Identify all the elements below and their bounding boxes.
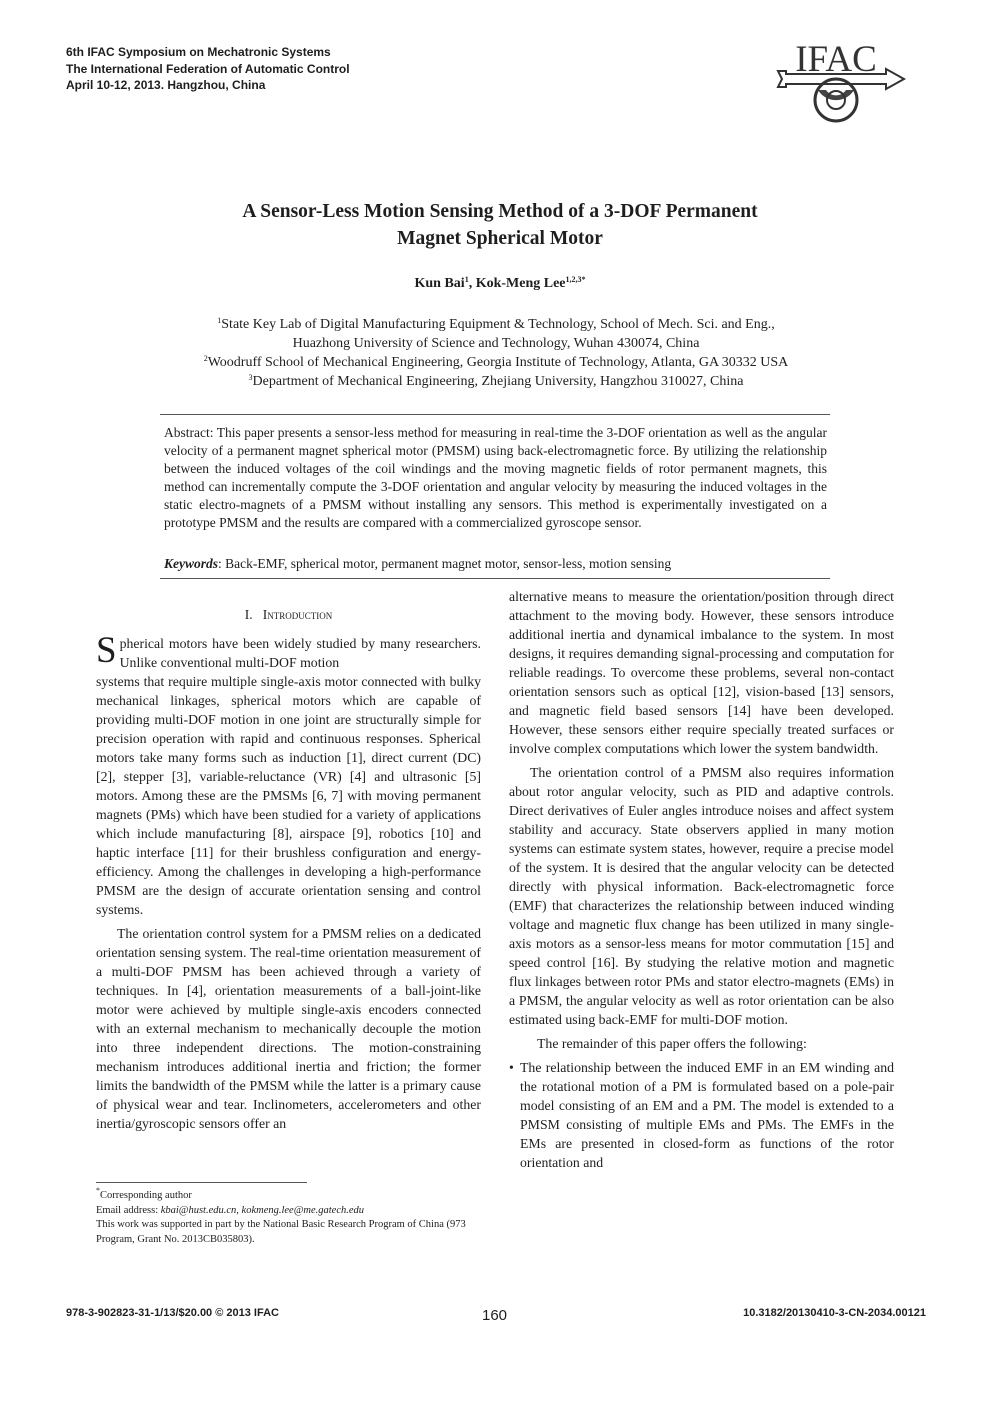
paragraph: The remainder of this paper offers the following: xyxy=(537,1036,807,1051)
section-heading: I. Introduction xyxy=(244,607,333,622)
right-column xyxy=(509,587,894,1172)
author-affil-mark: 1,2,3* xyxy=(565,275,586,284)
conference-name: 6th IFAC Symposium on Mechatronic Systems xyxy=(66,45,331,59)
page-number: 160 xyxy=(482,1307,508,1324)
keywords-list: : Back-EMF, spherical motor, permanent magnet motor, sensor-less, motion sensing xyxy=(218,556,672,571)
doi-line: 10.3182/20130410-3-CN-2034.00121 xyxy=(743,1307,926,1319)
title-line-2: Magnet Spherical Motor xyxy=(397,228,603,249)
affiliation-1-cont: Huazhong University of Science and Technology, Wuhan 430074, China xyxy=(292,336,700,351)
email-addresses[interactable]: kbai@hust.edu.cn, kokmeng.lee@me.gatech.edu xyxy=(160,1204,365,1216)
title-line-1: A Sensor-Less Motion Sensing Method of a 3-DOF Permanent xyxy=(242,201,758,222)
isbn-line: 978-3-902823-31-1/13/$20.00 © 2013 IFAC xyxy=(66,1307,279,1319)
affiliations xyxy=(140,315,852,391)
author-name: , Kok-Meng Lee xyxy=(468,276,566,291)
footnote-rule xyxy=(96,1182,307,1183)
paragraph-cont: systems that require multiple single-axis motor connected with bulky mechanical linkages, spherical motors which are capable of providing multi-DOF motion in one joint are structurally simple for precision operation with rapid and continuous responses. Spherical motors take many forms such as induction [1], direct current (DC) [2], stepper [3], variable-reluctance (VR) [4] and ultrasonic [5] motors. Among these are the PMSMs [6, 7] with moving permanent magnets (PMs) which have been studied for a variety of applications which include manufacturing [8], airspace [9], robotics [10] and haptic interface [11] for their brushless configuration and energy-efficiency. Among the challenges in developing a high-performance PMSM are the design of accurate orientation sensing and control systems. xyxy=(96,674,481,917)
footnotes xyxy=(96,1186,486,1247)
author-affil-mark: 1 xyxy=(464,275,469,284)
email-note: Email address: kbai@hust.edu.cn, kokmeng.lee@me.gatech.edu xyxy=(96,1204,365,1216)
paragraph: Spherical motors have been widely studied by many researchers. Unlike conventional multi-DOF motion xyxy=(96,630,481,671)
funding-note: This work was supported in part by the National Basic Research Program of China (973 Program, Grant No. 2013CB035803). xyxy=(96,1219,466,1245)
conference-date-location: April 10-12, 2013. Hangzhou, China xyxy=(66,78,266,92)
abstract-top-rule xyxy=(160,414,830,415)
paragraph: The orientation control of a PMSM also requires information about rotor angular velocity, such as PID and adaptive controls. Direct derivatives of Euler angles introduce noises and affect system stability and accuracy. State observers applied in many motion systems can estimate system states, however, require a precise model of the system. It is desired that the angular velocity can be detected directly with physical information. Back-electromagnetic force (EMF) that characterizes the relationship between induced winding voltage and magnetic flux change has been utilized in many single-axis motors as a sensor-less means for motor commutation [15] and speed control [16]. By studying the relative motion and magnetic flux linkages between rotor PMs and stator electro-magnets (EMs) in a PMSM, the angular velocity as well as rotor orientation can be also estimated using back-EMF for multi-DOF motion. xyxy=(509,765,894,1027)
paragraph-cont: alternative means to measure the orientation/position through direct attachment to the moving body. However, these sensors introduce additional inertia and dynamical imbalance to the system. In most designs, it requires demanding signal-processing and computation for reliable readings. To overcome these problems, several non-contact orientation sensors such as optical [12], vision-based [13] sensors, and magnetic field based sensors [14] have been developed. However, these sensors either require specially treated surfaces or involve complex computations which lower the system bandwidth. xyxy=(509,589,894,756)
conference-header xyxy=(66,44,350,94)
keywords xyxy=(164,555,827,573)
bullet-icon: • xyxy=(509,1060,514,1075)
author-list xyxy=(150,276,850,292)
section-title: Introduction xyxy=(262,607,333,622)
ifac-logo xyxy=(774,38,908,128)
organization-name: The International Federation of Automatic Control xyxy=(66,61,350,76)
abstract-bottom-rule xyxy=(160,578,830,579)
affiliation-2: $^2$Woodruff School of Mechanical Engineering, Georgia Institute of Technology, Atlanta, GA 30332 USA xyxy=(203,354,789,370)
paper-title xyxy=(150,198,850,252)
drop-cap: S xyxy=(96,630,117,671)
list-item: • The relationship between the induced EMF in an EM winding and the rotational motion of a PM is formulated based on a pole-pair model consisting of an EM and a PM. The model is extended to a PMSM consisting of multiple EMs and PMs. The EMFs in the EMs are presented in closed-form as functions of the rotor orientation and xyxy=(509,1060,894,1170)
paragraph: The orientation control system for a PMSM relies on a dedicated orientation sensing system. The real-time orientation measurement of a multi-DOF PMSM has been achieved through a variety of techniques. In [4], orientation measurements of a ball-joint-like motor were achieved by multiple single-axis encoders connected with an external mechanism to mechanically decouple the motion into three independent directions. The motion-constraining mechanism introduces additional inertia and friction; the former limits the bandwidth of the PMSM while the latter is a primary cause of physical wear and tear. Inclinometers, accelerometers and other inertia/gyroscopic sensors offer an xyxy=(96,926,481,1131)
keywords-label: Keywords xyxy=(164,556,218,571)
author-name: Kun Bai xyxy=(414,276,465,291)
corresponding-author-note: *Corresponding author xyxy=(96,1186,192,1201)
affiliation-1: $^1$State Key Lab of Digital Manufacturing Equipment & Technology, School of Mech. Sci. and Eng., xyxy=(217,316,775,332)
ifac-logo-text: IFAC xyxy=(795,39,877,80)
affiliation-3: $^3$Department of Mechanical Engineering, Zhejiang University, Hangzhou 310027, China xyxy=(248,373,744,389)
abstract: Abstract: This paper presents a sensor-less method for measuring in real-time the 3-DOF orientation as well as the angular velocity of a permanent magnet spherical motor (PMSM) using back-electromagnetic force. By utilizing the relationship between the induced voltages of the coil windings and the moving magnetic fields of rotor permanent magnets, this method can incrementally compute the 3-DOF orientation and angular velocity by measuring the induced voltages in the static electro-magnets of a PMSM without installing any sensors. This method is experimentally investigated on a prototype PMSM and the results are compared with a commercialized gyroscope sensor. xyxy=(164,425,827,530)
left-column xyxy=(96,605,481,1138)
